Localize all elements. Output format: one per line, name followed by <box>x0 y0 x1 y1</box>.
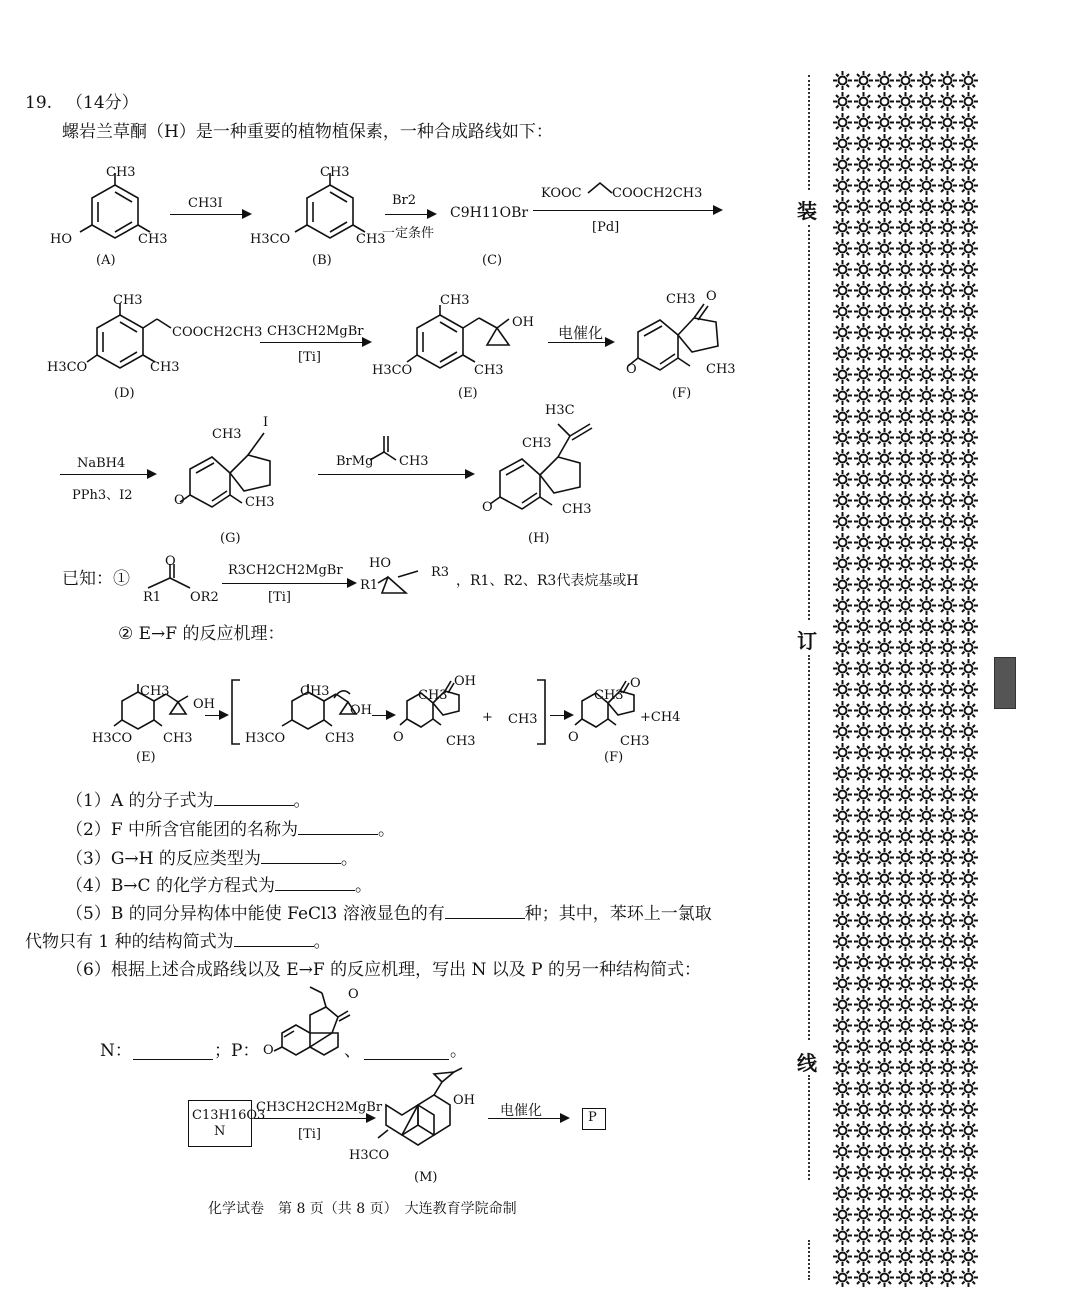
binding-dots-2 <box>808 225 810 620</box>
question-3: （3）G→H 的反应类型为 。 <box>66 849 358 869</box>
P-given-o-left: O <box>263 1043 274 1058</box>
label-C: (C) <box>482 253 503 268</box>
D-ester: COOCH2CH3 <box>172 325 263 340</box>
answer-blank-N[interactable] <box>133 1043 213 1060</box>
binding-tab <box>994 657 1016 709</box>
molecule-H <box>478 400 618 530</box>
mech-F-ch3-bottom: CH3 <box>620 734 650 749</box>
mech-bracket-right <box>535 678 547 746</box>
H-ch3-top: CH3 <box>522 436 552 451</box>
reagent-PPh3: PPh3、I2 <box>72 488 133 503</box>
reagent-electro: 电催化 <box>558 324 604 342</box>
arrow-G-H <box>318 474 473 475</box>
mech-arrow-1 <box>205 715 227 716</box>
H-h3c: H3C <box>545 403 575 418</box>
answer-blank-1[interactable] <box>214 805 294 806</box>
mech-int-oh: OH <box>350 703 372 718</box>
arrow-C-D <box>533 210 721 211</box>
F-o-enone: O <box>626 362 637 377</box>
reagent-BrMg-ch3: CH3 <box>399 454 429 469</box>
D-ch3-bottom: CH3 <box>150 360 180 375</box>
mech-int-ch3-bottom: CH3 <box>325 731 355 746</box>
binding-zhuang: 装 <box>797 199 817 223</box>
N-label: N <box>214 1124 226 1139</box>
E-oh: OH <box>512 315 534 330</box>
F-o-ketone: O <box>706 289 717 304</box>
known-r1: R1 <box>143 590 162 605</box>
mech-E-label: (E) <box>136 750 156 765</box>
q6-reagent-Ti: [Ti] <box>298 1127 321 1142</box>
P-label: P <box>588 1110 597 1125</box>
mech-methyl-anion: CH3 <box>508 712 538 727</box>
mech-plus: + <box>482 710 493 725</box>
reagent-EtMgBr: CH3CH2MgBr <box>267 324 364 339</box>
label-H: (H) <box>528 531 550 546</box>
label-D: (D) <box>114 386 135 401</box>
answer-blank-5a[interactable] <box>445 918 525 919</box>
mech-oxo-o: O <box>393 730 404 745</box>
reagent-BrMg: BrMg <box>336 454 374 469</box>
q6-sep: 、 <box>344 1041 361 1061</box>
question-1: （1）A 的分子式为 。 <box>66 791 311 811</box>
known-o: O <box>165 554 176 569</box>
known-arrow <box>222 583 355 584</box>
binding-dots-3 <box>808 655 810 1040</box>
mech-F-o: O <box>630 676 641 691</box>
mech-E-ch3-bottom: CH3 <box>163 731 193 746</box>
G-iodine: I <box>263 415 269 430</box>
G-ch3-top: CH3 <box>212 427 242 442</box>
B-h3co: H3CO <box>250 232 291 247</box>
answer-blank-2[interactable] <box>298 834 378 835</box>
label-G: (G) <box>220 531 241 546</box>
q6-reagent: CH3CH2CH2MgBr <box>256 1100 383 1115</box>
mech-E-h3co: H3CO <box>92 731 133 746</box>
mech-F-ch3: CH3 <box>594 688 624 703</box>
D-ch3-top: CH3 <box>113 293 143 308</box>
reagent-CH3I: CH3I <box>188 196 223 211</box>
known-or2: OR2 <box>190 590 219 605</box>
P-given-o-top: O <box>348 987 359 1002</box>
question-intro: 螺岩兰草酮（H）是一种重要的植物植保素，一种合成路线如下： <box>62 122 553 142</box>
M-h3co: H3CO <box>349 1148 390 1163</box>
reagent-Br2: Br2 <box>392 193 417 208</box>
mech-oxo-ch3: CH3 <box>418 688 448 703</box>
G-ch3-bottom: CH3 <box>245 495 275 510</box>
security-pattern <box>832 70 982 1290</box>
question-5-cont: 代物只有 1 种的结构简式为 。 <box>25 932 331 952</box>
reagent-NaBH4: NaBH4 <box>77 456 126 471</box>
arrow-N-M <box>254 1118 374 1119</box>
arrow-F-G <box>60 474 155 475</box>
q6-end: 。 <box>450 1041 467 1061</box>
label-B: (B) <box>312 253 332 268</box>
D-h3co: H3CO <box>47 360 88 375</box>
known-label: 已知：① <box>62 569 130 589</box>
label-A: (A) <box>96 253 116 268</box>
mech-ch4: +CH4 <box>640 710 681 725</box>
E-ch3-top: CH3 <box>440 293 470 308</box>
binding-ding: 订 <box>797 629 817 653</box>
answer-blank-5b[interactable] <box>234 946 314 947</box>
answer-blank-4[interactable] <box>275 890 355 891</box>
question-2: （2）F 中所含官能团的名称为 。 <box>66 820 396 840</box>
mech-E-ch3-top: CH3 <box>140 684 170 699</box>
arrow-D-E <box>260 342 370 343</box>
A-ch3-right: CH3 <box>138 232 168 247</box>
answer-blank-P[interactable] <box>364 1043 449 1060</box>
H-ch3-bottom: CH3 <box>562 502 592 517</box>
M-label: (M) <box>414 1170 438 1185</box>
molecule-E <box>395 295 545 385</box>
mech-int-h3co: H3CO <box>245 731 286 746</box>
N-formula: C13H16O3 <box>192 1108 266 1123</box>
mechanism-title: ② E→F 的反应机理： <box>118 624 285 644</box>
page-footer: 化学试卷 第 8 页（共 8 页） 大连教育学院命制 <box>208 1201 517 1217</box>
known-r1-prod: R1 <box>360 578 379 593</box>
binding-dots-5 <box>808 1240 810 1280</box>
B-ch3-right: CH3 <box>356 232 386 247</box>
F-ch3-bottom: CH3 <box>706 362 736 377</box>
M-oh: OH <box>453 1093 475 1108</box>
binding-xian: 线 <box>797 1051 817 1075</box>
label-E: (E) <box>458 386 478 401</box>
reagent-Ti: [Ti] <box>298 350 321 365</box>
reagent-condition: 一定条件 <box>382 226 435 241</box>
known-ho: HO <box>369 556 391 571</box>
question-score: （14分） <box>66 93 139 113</box>
question-4: （4）B→C 的化学方程式为 。 <box>66 876 372 896</box>
q6-p-label: ；P： <box>214 1041 260 1061</box>
mech-arrow-2 <box>372 715 394 716</box>
H-o: O <box>482 500 493 515</box>
question-6: （6）根据上述合成路线以及 E→F 的反应机理，写出 N 以及 P 的另一种结构简式： <box>66 960 702 980</box>
A-ch3-top: CH3 <box>106 165 136 180</box>
question-5: （5）B 的同分异构体中能使 FeCl3 溶液显色的有 种；其中，苯环上一氯取 <box>66 904 712 924</box>
G-o: O <box>174 493 185 508</box>
q6-n-label: N： <box>100 1041 132 1061</box>
q6-electro: 电催化 <box>500 1103 542 1119</box>
arrow-A-B <box>170 214 250 215</box>
question-number: 19. <box>25 93 53 113</box>
E-h3co: H3CO <box>372 363 413 378</box>
E-ch3-bottom: CH3 <box>474 363 504 378</box>
known-r3: R3 <box>431 565 450 580</box>
arrow-B-C <box>385 214 435 215</box>
F-ch3-top: CH3 <box>666 292 696 307</box>
binding-dots-4 <box>808 1075 810 1180</box>
mech-arrow-3 <box>550 715 572 716</box>
mech-F-label: (F) <box>604 750 624 765</box>
B-ch3-top: CH3 <box>320 165 350 180</box>
binding-dots-1 <box>808 75 810 190</box>
mech-E-oh: OH <box>193 697 215 712</box>
reagent-Pd: [Pd] <box>592 220 620 235</box>
C-formula: C9H11OBr <box>450 205 529 221</box>
known-reagent: R3CH2CH2MgBr <box>228 563 343 578</box>
reagent-KOOC: KOOC <box>541 186 582 201</box>
mech-oxo-oh: OH <box>454 674 476 689</box>
mech-bracket-left <box>230 678 242 746</box>
known-reagent-Ti: [Ti] <box>268 590 291 605</box>
label-F: (F) <box>672 386 692 401</box>
answer-blank-3[interactable] <box>261 863 341 864</box>
mech-int-ch3-top: CH3 <box>300 684 330 699</box>
known-note: ，R1、R2、R3代表烷基或H <box>456 573 639 589</box>
A-ho: HO <box>50 232 72 247</box>
reagent-ester: COOCH2CH3 <box>612 186 703 201</box>
mech-oxo-ch3-bottom: CH3 <box>446 734 476 749</box>
mech-F-o-enone: O <box>568 730 579 745</box>
